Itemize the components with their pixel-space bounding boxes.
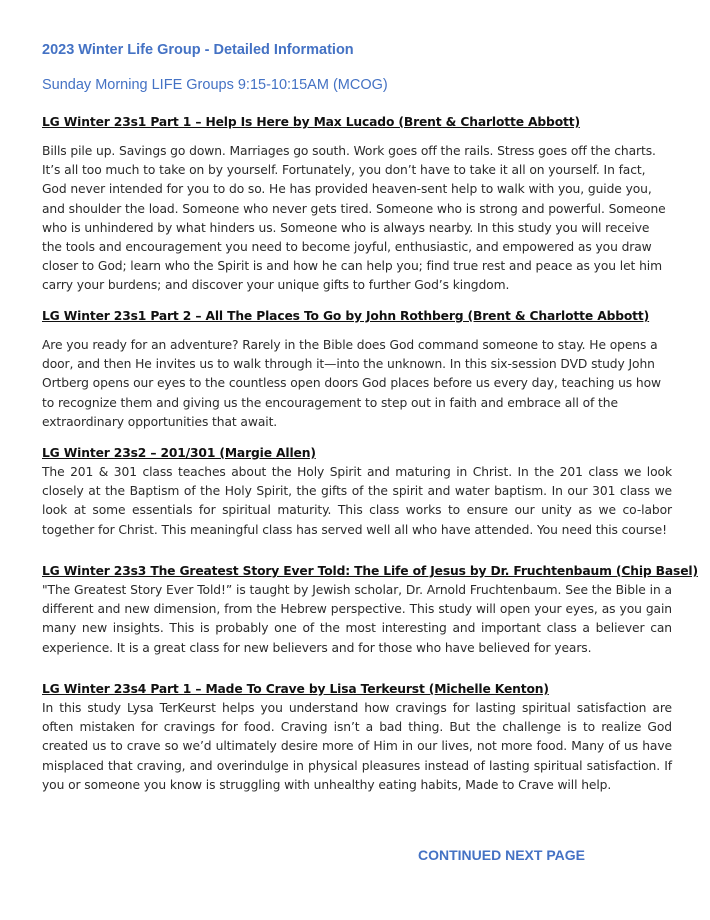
section-description: In this study Lysa TerKeurst helps you understand how cravings for lasting spiritual satisfaction are often mistaken for cravings for food. Craving isn’t a bad thing. But the challenge is to realize God created us to crave so we’d ultimately desire more of Him in our lives, not more food. Many of us have misplaced that craving, and overindulge in physical pleasures instead of lasting spiritual satisfaction. If you or someone you know is struggling with unhealthy eating habits, Made to Crave will help. <box>42 701 672 792</box>
life-group-section <box>42 112 672 296</box>
section-heading: LG Winter 23s1 Part 1 – Help Is Here by Max Lucado (Brent & Charlotte Abbott) <box>42 115 580 129</box>
section-description: "The Greatest Story Ever Told!” is taught by Jewish scholar, Dr. Arnold Fruchtenbaum. See the Bible in a different and new dimension, from the Hebrew perspective. This study will open your eyes, as you gain many new insights. This is probably one of the most interesting and important class a believer can experience. It is a great class for new believers and for those who have believed for years. <box>42 583 672 655</box>
continued-next-page-note: CONTINUED NEXT PAGE <box>418 847 585 863</box>
life-group-section <box>42 679 672 795</box>
section-heading: LG Winter 23s1 Part 2 – All The Places To Go by John Rothberg (Brent & Charlotte Abbott) <box>42 309 650 323</box>
section-heading: LG Winter 23s3 The Greatest Story Ever Told: The Life of Jesus by Dr. Fruchtenbaum (Chip Basel) <box>42 564 698 578</box>
life-group-section <box>42 561 698 658</box>
section-heading: LG Winter 23s4 Part 1 – Made To Crave by Lisa Terkeurst (Michelle Kenton) <box>42 682 549 696</box>
life-group-section <box>42 443 672 540</box>
life-group-section <box>42 306 672 432</box>
section-description: Bills pile up. Savings go down. Marriages go south. Work goes off the rails. Stress goes off the charts. It’s all too much to take on by yourself. Fortunately, you don’t have to take it all on yourself. In fact, God never intended for you to do so. He has provided heaven-sent help to walk with you, guide you, and shoulder the load. Someone who never gets tired. Someone who is strong and powerful. Someone who is unhindered by what hinders us. Someone who is always nearby. In this study you will receive the tools and encouragement you need to become joyful, enthusiastic, and empowered as you draw closer to God; learn who the Spirit is and how he can help you; find true rest and peace as you let him carry your burdens; and discover your unique gifts to further God’s kingdom. <box>42 144 666 293</box>
section-heading: LG Winter 23s2 – 201/301 (Margie Allen) <box>42 446 316 460</box>
section-description: Are you ready for an adventure? Rarely in the Bible does God command someone to stay. He opens a door, and then He invites us to walk through it—into the unknown. In this six-session DVD study John Ortberg opens our eyes to the countless open doors God places before us every day, teaching us how to recognize them and giving us the encouragement to step out in faith and embrace all of the extraordinary opportunities that await. <box>42 338 661 429</box>
section-description: The 201 & 301 class teaches about the Holy Spirit and maturing in Christ. In the 201 class we look closely at the Baptism of the Holy Spirit, the gifts of the spirit and water baptism. In our 301 class we look at some essentials for spiritual maturity. This class works to ensure our unity as we co-labor together for Christ. This meaningful class has served well all who have attended. You need this course! <box>42 465 672 537</box>
document-subtitle: Sunday Morning LIFE Groups 9:15-10:15AM (MCOG) <box>42 77 388 93</box>
document-title: 2023 Winter Life Group - Detailed Information <box>42 42 354 58</box>
